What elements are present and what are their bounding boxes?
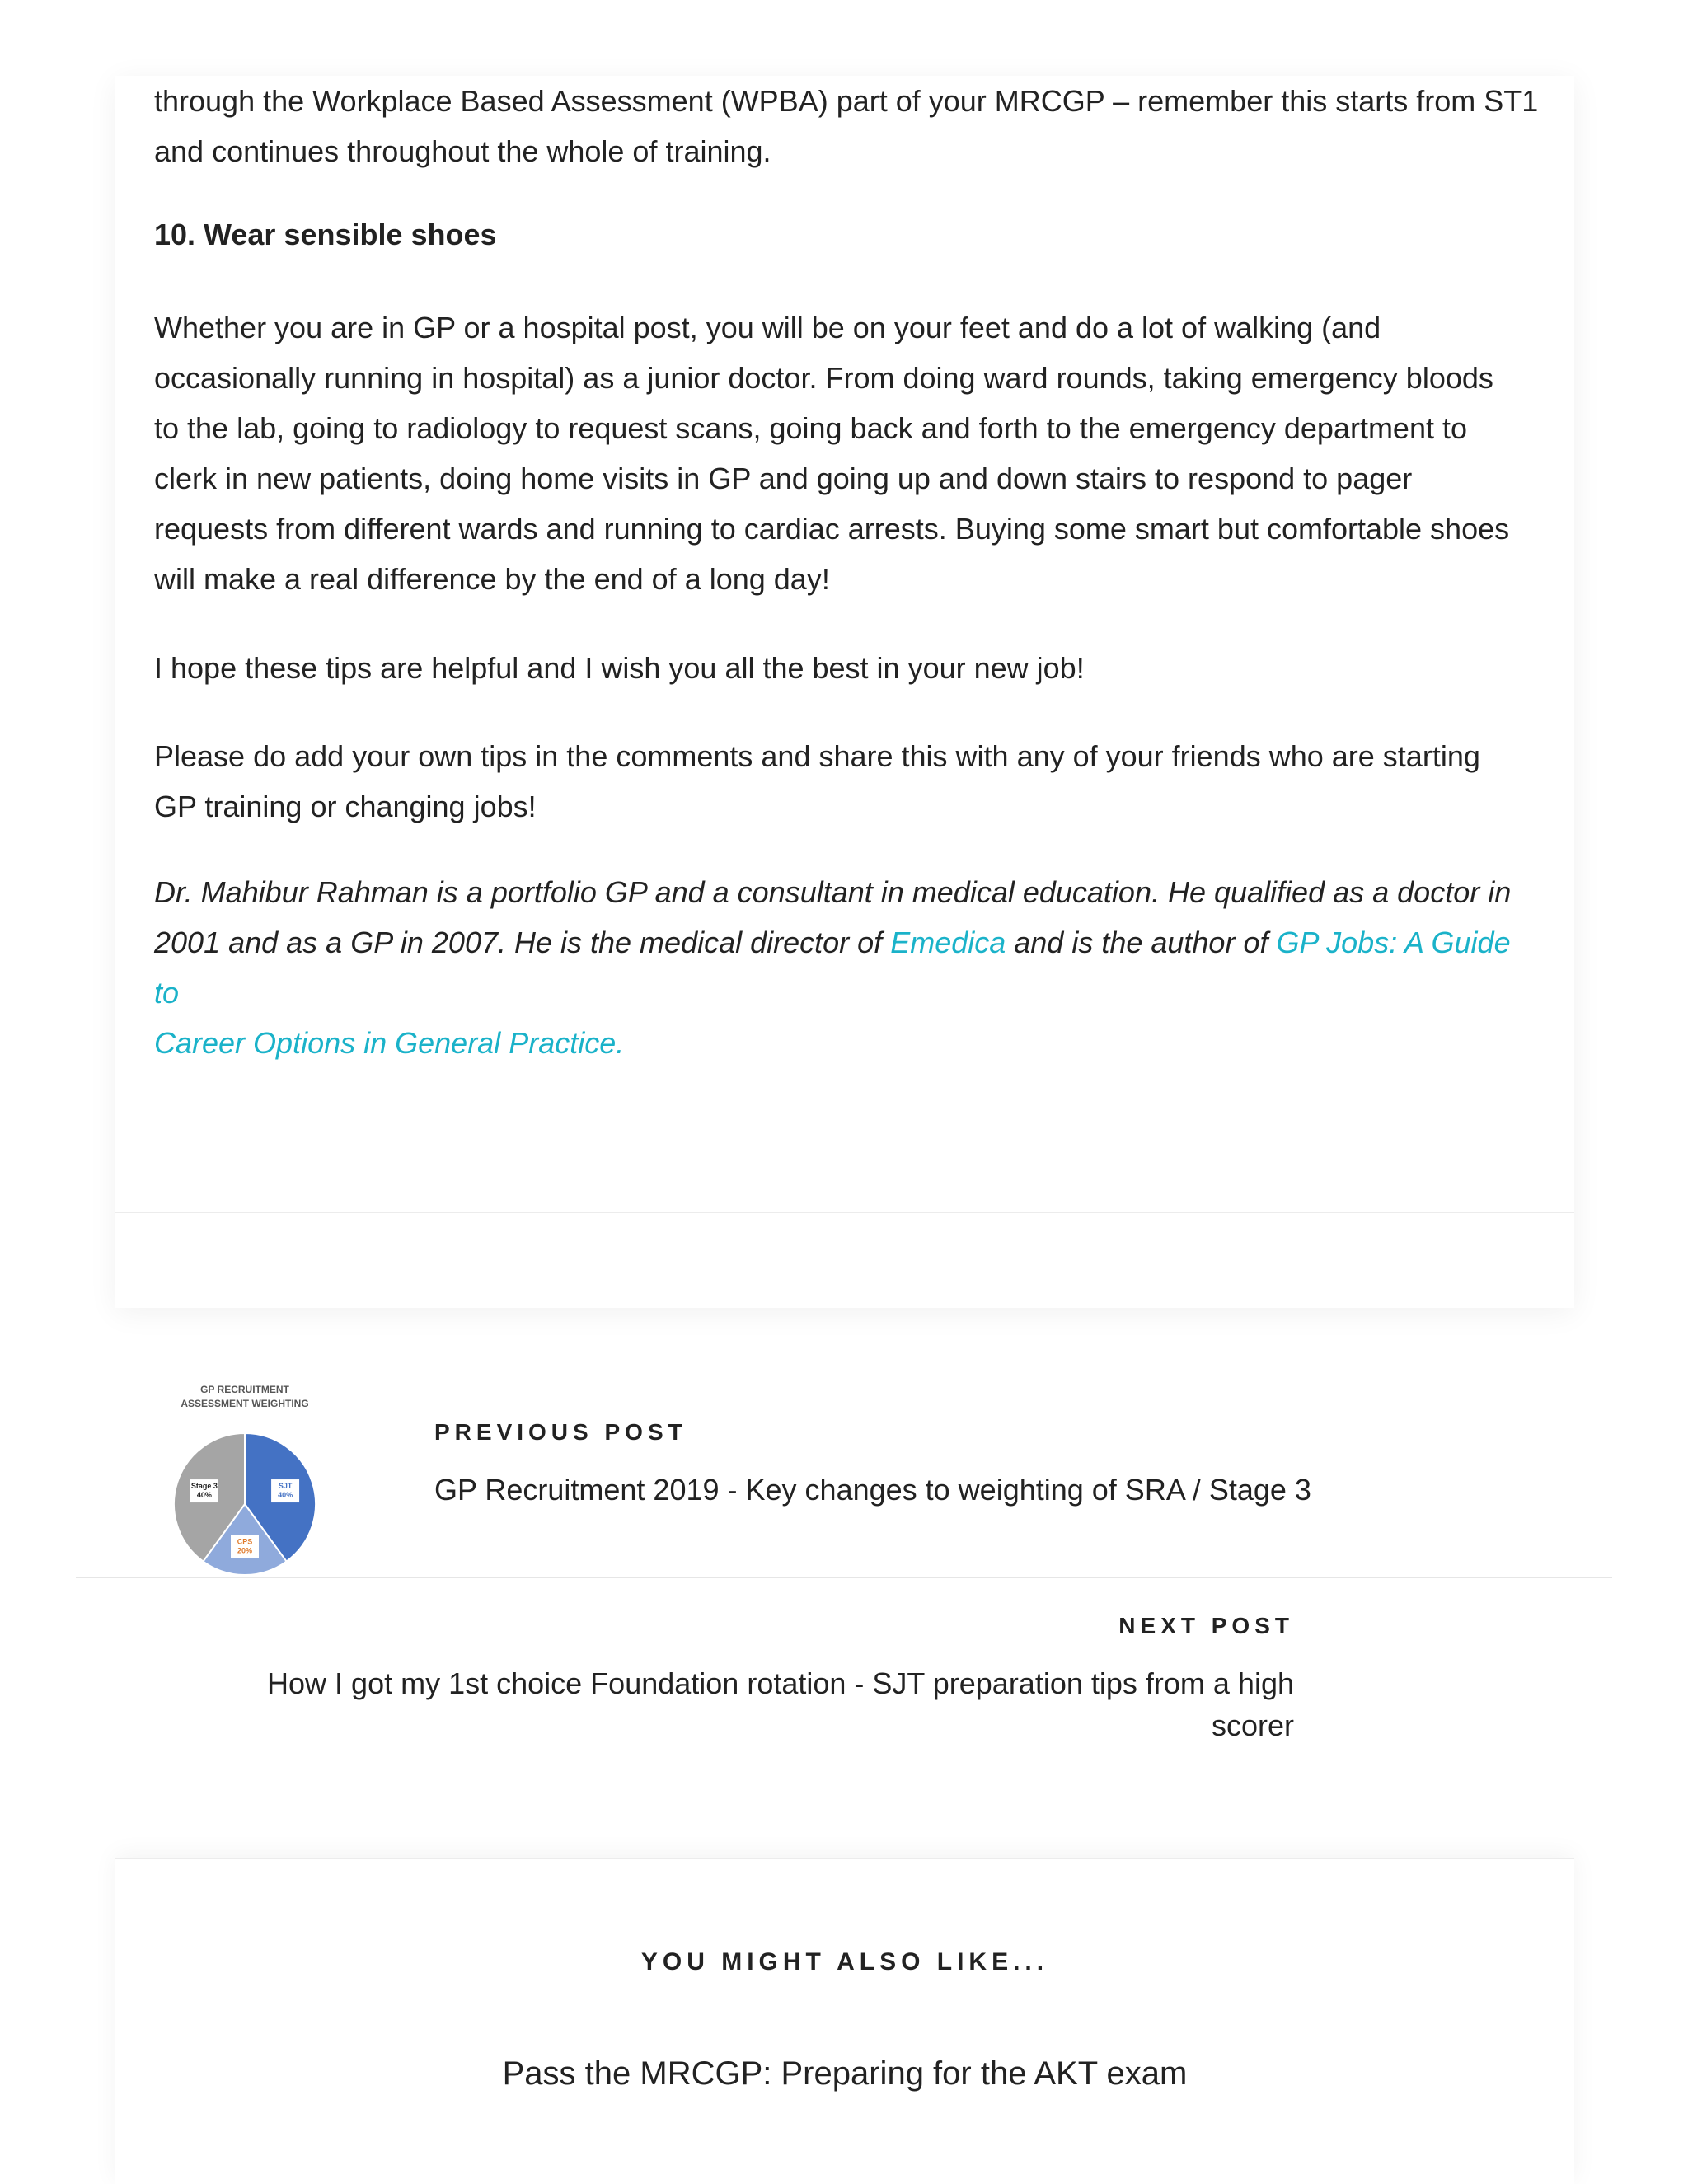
previous-post-label: PREVIOUS POST bbox=[434, 1419, 687, 1445]
pie-label-text: Stage 3 bbox=[190, 1482, 218, 1491]
post-navigation bbox=[76, 1368, 1612, 1780]
comments-line-2: GP training or changing jobs! bbox=[154, 790, 537, 823]
shoes-line: requests from different wards and running to cardiac arrests. Buying some smart but comfortable shoes bbox=[154, 512, 1510, 546]
emedica-link[interactable]: Emedica bbox=[890, 926, 1006, 959]
related-divider bbox=[115, 1858, 1574, 1859]
thumbnail-title-line-2: ASSESSMENT WEIGHTING bbox=[181, 1398, 309, 1409]
shoes-line: occasionally running in hospital) as a junior doctor. From doing ward rounds, taking emergency bloods bbox=[154, 361, 1493, 395]
shoes-line: will make a real difference by the end of a long day! bbox=[154, 562, 830, 596]
post-nav-divider bbox=[76, 1577, 1612, 1578]
previous-post-link[interactable]: GP Recruitment 2019 - Key changes to weighting of SRA / Stage 3 bbox=[434, 1473, 1311, 1507]
book-link-text-1: GP Jobs: A Guide to bbox=[154, 926, 1511, 1010]
related-posts-section bbox=[115, 1858, 1574, 2184]
bio-text: and is the author of bbox=[1006, 926, 1277, 959]
pie-chart bbox=[158, 1383, 331, 1577]
hope-paragraph: I hope these tips are helpful and I wish you all the best in your new job! bbox=[154, 651, 1085, 685]
section-heading-shoes: 10. Wear sensible shoes bbox=[154, 218, 497, 251]
bio-line-1: Dr. Mahibur Rahman is a portfolio GP and a consultant in medical education. He qualified as a doctor in bbox=[154, 875, 1512, 909]
shoes-line: to the lab, going to radiology to request scans, going back and forth to the emergency department to bbox=[154, 411, 1467, 445]
pie-label-text: SJT bbox=[278, 1482, 293, 1491]
related-post-link[interactable]: Pass the MRCGP: Preparing for the AKT exam bbox=[502, 2055, 1188, 2092]
comments-paragraph bbox=[154, 731, 1480, 832]
pie-label-text: CPS bbox=[237, 1537, 253, 1546]
next-post-title-line-1: How I got my 1st choice Foundation rotation - SJT preparation tips from a high bbox=[267, 1666, 1294, 1700]
intro-line-2: and continues throughout the whole of training. bbox=[154, 134, 771, 168]
book-link-text-2: Career Options in General Practice. bbox=[154, 1026, 625, 1060]
previous-post-thumbnail[interactable] bbox=[158, 1383, 331, 1577]
shoes-paragraph bbox=[154, 302, 1509, 604]
next-post-label: NEXT POST bbox=[1118, 1613, 1294, 1638]
intro-line-1: through the Workplace Based Assessment (WPBA) part of your MRCGP – remember this starts from ST1 bbox=[154, 84, 1539, 118]
shoes-line: Whether you are in GP or a hospital post, you will be on your feet and do a lot of walking (and bbox=[154, 311, 1381, 344]
thumbnail-title-line-1: GP RECRUITMENT bbox=[200, 1384, 289, 1395]
author-bio bbox=[154, 867, 1539, 1068]
comments-line-1: Please do add your own tips in the comments and share this with any of your friends who are starting bbox=[154, 739, 1480, 773]
related-heading: YOU MIGHT ALSO LIKE... bbox=[640, 1948, 1049, 1975]
shoes-line: clerk in new patients, doing home visits in GP and going up and down stairs to respond to pager bbox=[154, 462, 1413, 495]
pie-label-text: 40% bbox=[278, 1491, 293, 1500]
article-card bbox=[115, 76, 1574, 1308]
intro-paragraph bbox=[154, 76, 1538, 176]
card-divider bbox=[115, 1212, 1574, 1213]
pie-label-text: 40% bbox=[196, 1491, 212, 1500]
pie-label-text: 20% bbox=[237, 1546, 253, 1555]
next-post-title-line-2: scorer bbox=[1211, 1708, 1294, 1742]
next-post-link[interactable] bbox=[140, 1662, 1294, 1746]
bio-text: 2001 and as a GP in 2007. He is the medical director of bbox=[154, 926, 891, 959]
